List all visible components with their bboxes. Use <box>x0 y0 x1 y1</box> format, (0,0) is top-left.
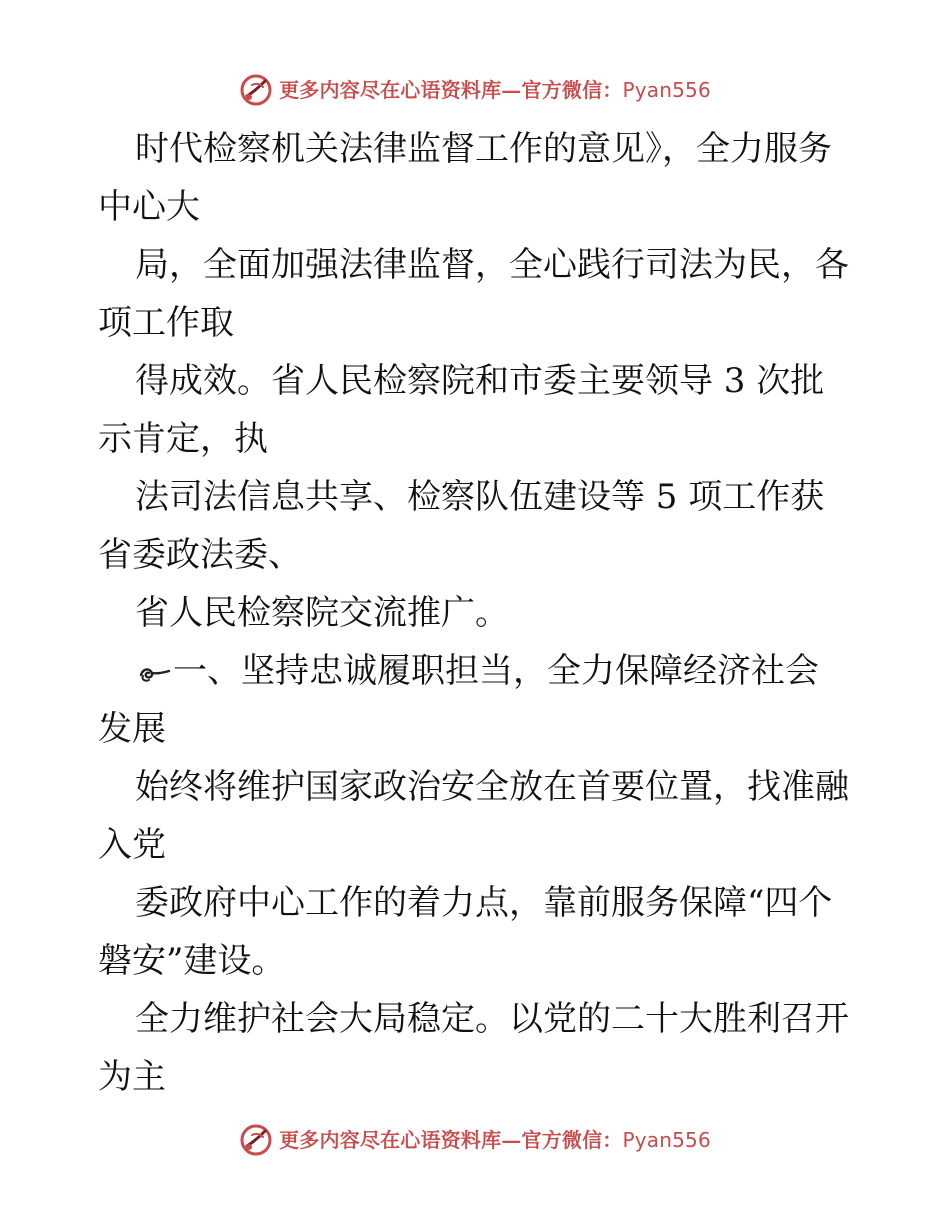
document-line: 时代检察机关法律监督工作的意见》，全力服务 <box>135 129 832 169</box>
document-body <box>98 120 858 1106</box>
footer-watermark <box>0 1122 950 1158</box>
watermark-dash: — <box>501 78 522 102</box>
header-watermark <box>0 72 950 108</box>
document-line: 示肯定，执 <box>98 419 268 459</box>
document-line: 局，全面加强法律监督，全心践行司法为民，各 <box>135 245 849 285</box>
watermark-title: 更多内容尽在心语资料库 <box>279 78 502 102</box>
document-line: 得成效。省人民检察院和市委主要领导 3 次批 <box>135 361 825 401</box>
document-line: 始终将维护国家政治安全放在首要位置，找准融 <box>135 767 849 807</box>
watermark-dash: — <box>501 1128 522 1152</box>
document-line: 发展 <box>98 709 166 749</box>
document-line: 委政府中心工作的着力点，靠前服务保障“四个 <box>135 883 833 923</box>
section-heading-text: 一、坚持忠诚履职担当，全力保障经济社会 <box>173 651 819 691</box>
brush-logo-icon <box>239 73 273 107</box>
document-line: 中心大 <box>98 187 200 227</box>
watermark-subtitle: 官方微信： <box>521 78 623 102</box>
section-heading-line <box>98 642 858 700</box>
document-line: 入党 <box>98 825 166 865</box>
brush-logo-icon <box>239 1123 273 1157</box>
watermark-title: 更多内容尽在心语资料库 <box>279 1128 502 1152</box>
document-line: 法司法信息共享、检察队伍建设等 5 项工作获 <box>135 477 825 517</box>
watermark-wechat-id: Pyan556 <box>622 78 711 102</box>
watermark-wechat-id: Pyan556 <box>622 1128 711 1152</box>
document-line: 项工作取 <box>98 303 234 343</box>
document-line: 全力维护社会大局稳定。以党的二十大胜利召开 <box>135 999 849 1039</box>
document-line: 省人民检察院交流推广。 <box>135 593 509 633</box>
watermark-subtitle: 官方微信： <box>521 1128 623 1152</box>
watermark-text <box>279 80 711 100</box>
ornament-bullet-icon <box>135 645 173 669</box>
document-line: 为主 <box>98 1057 166 1097</box>
document-line: 磐安”建设。 <box>98 941 286 981</box>
document-line: 省委政法委、 <box>98 535 302 575</box>
watermark-text <box>279 1130 711 1150</box>
